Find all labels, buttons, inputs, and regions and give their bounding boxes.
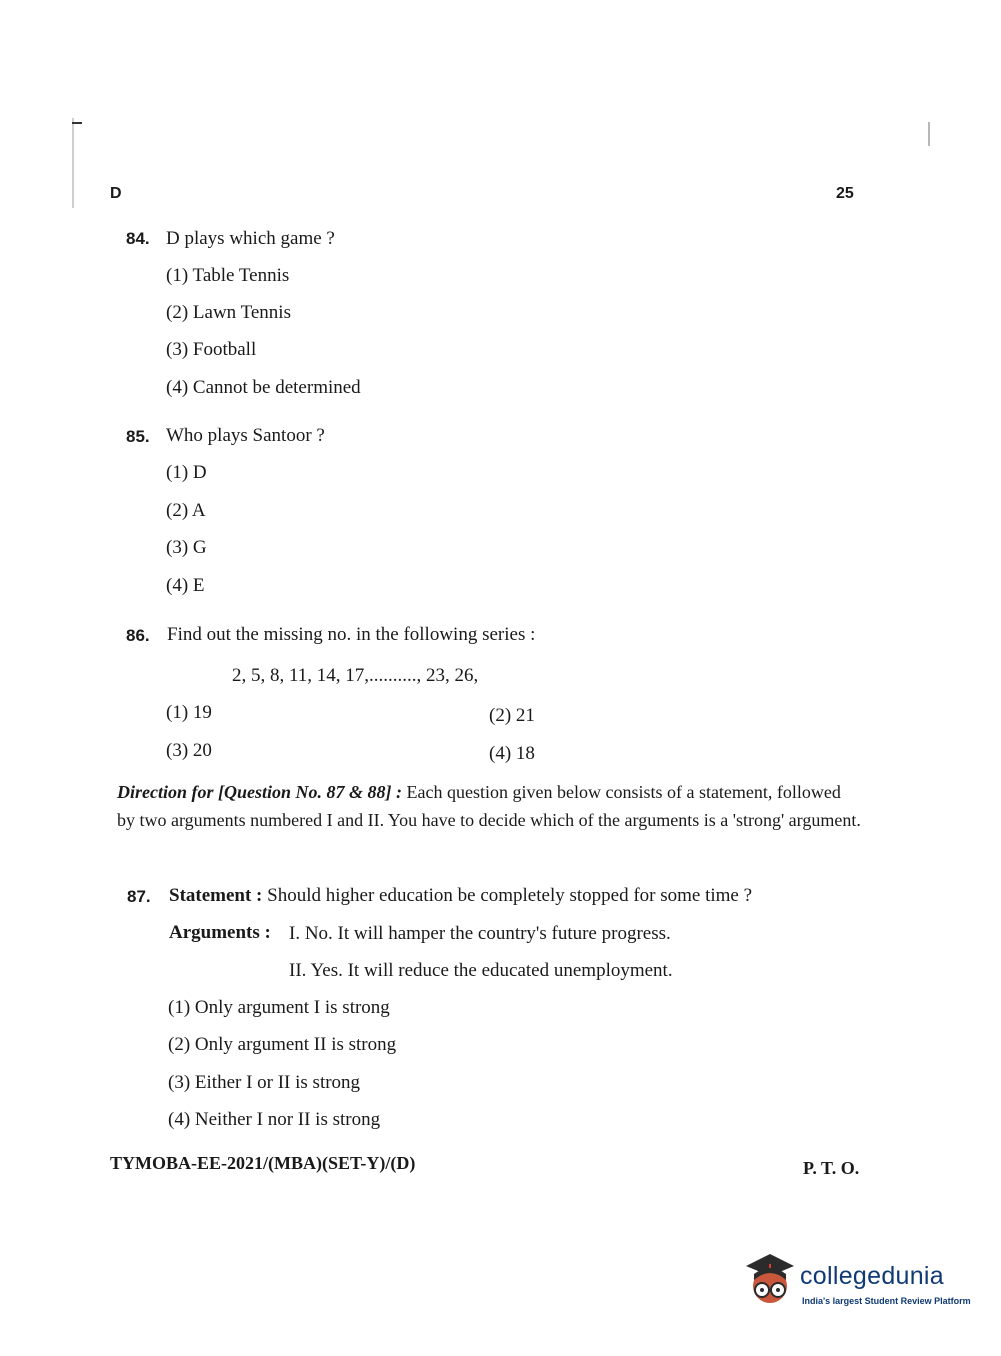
question-text: Find out the missing no. in the following series : bbox=[167, 624, 536, 645]
option: (4) E bbox=[166, 575, 205, 596]
option: (4) 18 bbox=[489, 743, 535, 764]
mascot-icon bbox=[742, 1252, 798, 1312]
option: (3) 20 bbox=[166, 740, 212, 761]
collegedunia-logo bbox=[742, 1248, 972, 1318]
scan-corner-mark bbox=[72, 122, 82, 124]
option: (4) Neither I nor II is strong bbox=[168, 1109, 381, 1130]
direction-paragraph bbox=[117, 778, 862, 834]
statement-line bbox=[169, 885, 752, 907]
option: (1) Table Tennis bbox=[166, 265, 290, 286]
statement-label: Statement : bbox=[169, 885, 263, 906]
arguments-label: Arguments : bbox=[169, 922, 271, 943]
scan-edge-left bbox=[72, 118, 74, 208]
option: (4) Cannot be determined bbox=[166, 377, 361, 398]
page-turn-over: P. T. O. bbox=[803, 1158, 860, 1178]
option: (2) Lawn Tennis bbox=[166, 302, 291, 323]
argument-1: I. No. It will hamper the country's future progress. bbox=[289, 923, 671, 944]
option: (2) 21 bbox=[489, 705, 535, 726]
direction-text: Each question given below consists of a statement, followed by two arguments numbered I and II. You have to decide which of the arguments is a 'strong' argument. bbox=[117, 782, 861, 830]
option: (3) Football bbox=[166, 339, 257, 360]
question-number: 87. bbox=[127, 887, 151, 906]
question-text: Who plays Santoor ? bbox=[166, 425, 325, 446]
option: (2) A bbox=[166, 500, 206, 521]
brand-name: collegedunia bbox=[800, 1262, 944, 1290]
question-text: D plays which game ? bbox=[166, 228, 335, 249]
question-number: 86. bbox=[126, 626, 150, 645]
set-letter: D bbox=[110, 185, 122, 202]
page-number: 25 bbox=[836, 185, 854, 202]
option: (3) G bbox=[166, 537, 207, 558]
option: (3) Either I or II is strong bbox=[168, 1072, 361, 1093]
number-series: 2, 5, 8, 11, 14, 17,.........., 23, 26, bbox=[232, 665, 479, 686]
question-number: 85. bbox=[126, 427, 150, 446]
direction-label: Direction for [Question No. 87 & 88] : bbox=[117, 782, 402, 802]
option: (1) D bbox=[166, 462, 207, 483]
statement-text: Should higher education be completely stopped for some time ? bbox=[267, 885, 753, 906]
paper-code: TYMOBA-EE-2021/(MBA)(SET-Y)/(D) bbox=[110, 1153, 416, 1173]
option: (1) 19 bbox=[166, 702, 212, 723]
scan-edge-right bbox=[928, 122, 930, 146]
option: (2) Only argument II is strong bbox=[168, 1034, 397, 1055]
argument-2: II. Yes. It will reduce the educated unemployment. bbox=[289, 960, 673, 981]
option: (1) Only argument I is strong bbox=[168, 997, 390, 1018]
question-number: 84. bbox=[126, 229, 150, 248]
brand-tagline: India's largest Student Review Platform bbox=[802, 1296, 971, 1306]
